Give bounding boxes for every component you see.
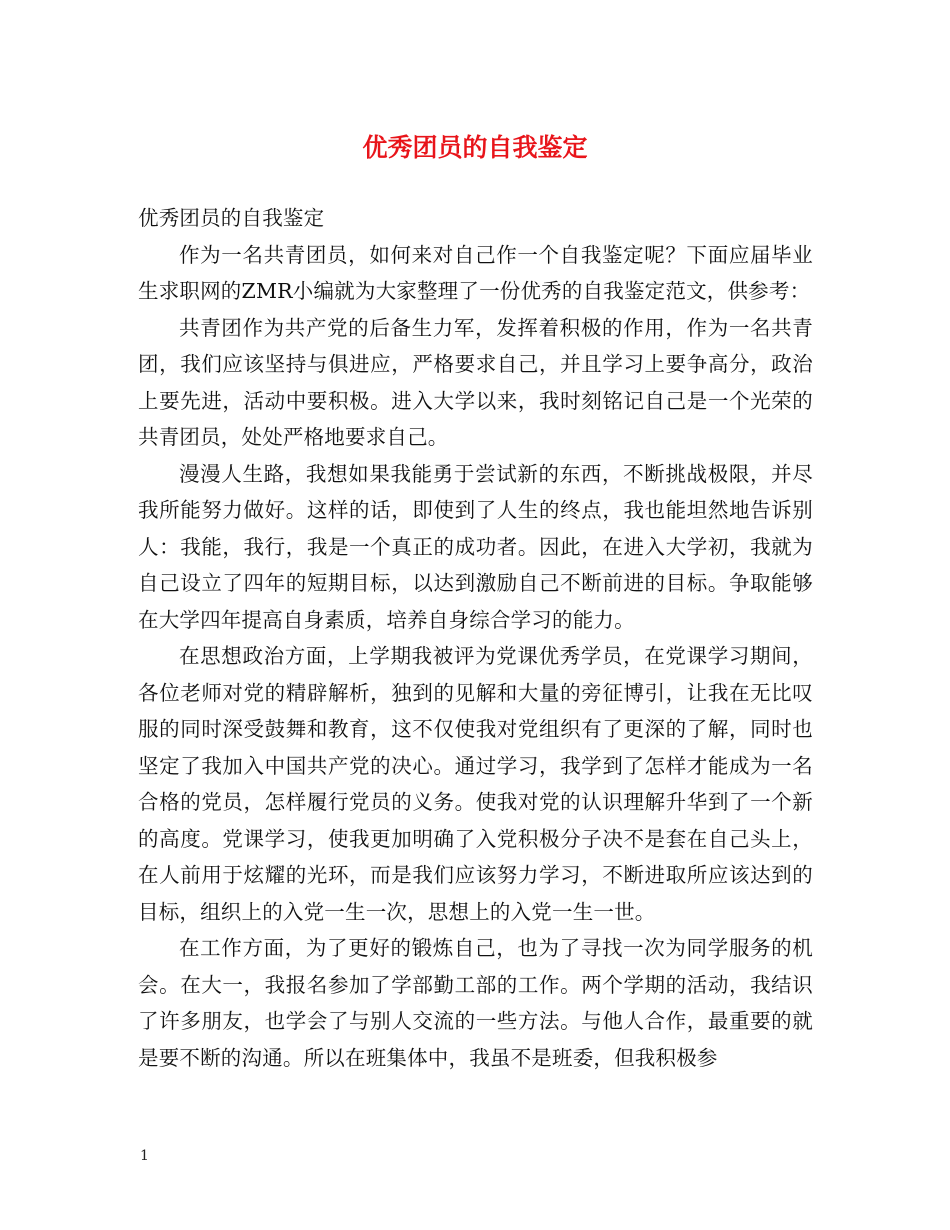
page-number: 1: [140, 1148, 149, 1164]
paragraph-league: 共青团作为共产党的后备生力军，发挥着积极的作用，作为一名共青团，我们应该坚持与俱进应，严格要求自己，并且学习上要争高分，政治上要先进，活动中要积极。进入大学以来，我时刻铭记自己是一个光荣的共青团员，处处严格地要求自己。: [138, 315, 813, 449]
document-title: 优秀团员的自我鉴定: [362, 133, 588, 162]
paragraph-politics: 在思想政治方面，上学期我被评为党课优秀学员，在党课学习期间，各位老师对党的精辟解析，独到的见解和大量的旁征博引，让我在无比叹服的同时深受鼓舞和教育，这不仅使我对党组织有了更深的了解，同时也坚定了我加入中国共产党的决心。通过学习，我学到了怎样才能成为一名合格的党员，怎样履行党员的义务。使我对党的认识理解升华到了一个新的高度。党课学习，使我更加明确了入党积极分子决不是套在自己头上，在人前用于炫耀的光环，而是我们应该努力学习，不断进取所应该达到的目标，组织上的入党一生一次，思想上的入党一生一世。: [138, 644, 813, 924]
paragraph-work: 在工作方面，为了更好的锻炼自己，也为了寻找一次为同学服务的机会。在大一，我报名参加了学部勤工部的工作。两个学期的活动，我结识了许多朋友，也学会了与别人交流的一些方法。与他人合作，最重要的就是要不断的沟通。所以在班集体中，我虽不是班委，但我积极参: [138, 936, 813, 1070]
subtitle-line: 优秀团员的自我鉴定: [138, 206, 325, 230]
paragraph-intro: 作为一名共青团员，如何来对自己作一个自我鉴定呢？下面应届毕业生求职网的ZMR小编就为大家整理了一份优秀的自我鉴定范文，供参考：: [138, 242, 813, 303]
paragraph-life-goals: 漫漫人生路，我想如果我能勇于尝试新的东西，不断挑战极限，并尽我所能努力做好。这样的话，即使到了人生的终点，我也能坦然地告诉别人：我能，我行，我是一个真正的成功者。因此，在进入大学初，我就为自己设立了四年的短期目标，以达到激励自己不断前进的目标。争取能够在大学四年提高自身素质，培养自身综合学习的能力。: [138, 461, 813, 632]
document-body: [138, 200, 813, 1076]
